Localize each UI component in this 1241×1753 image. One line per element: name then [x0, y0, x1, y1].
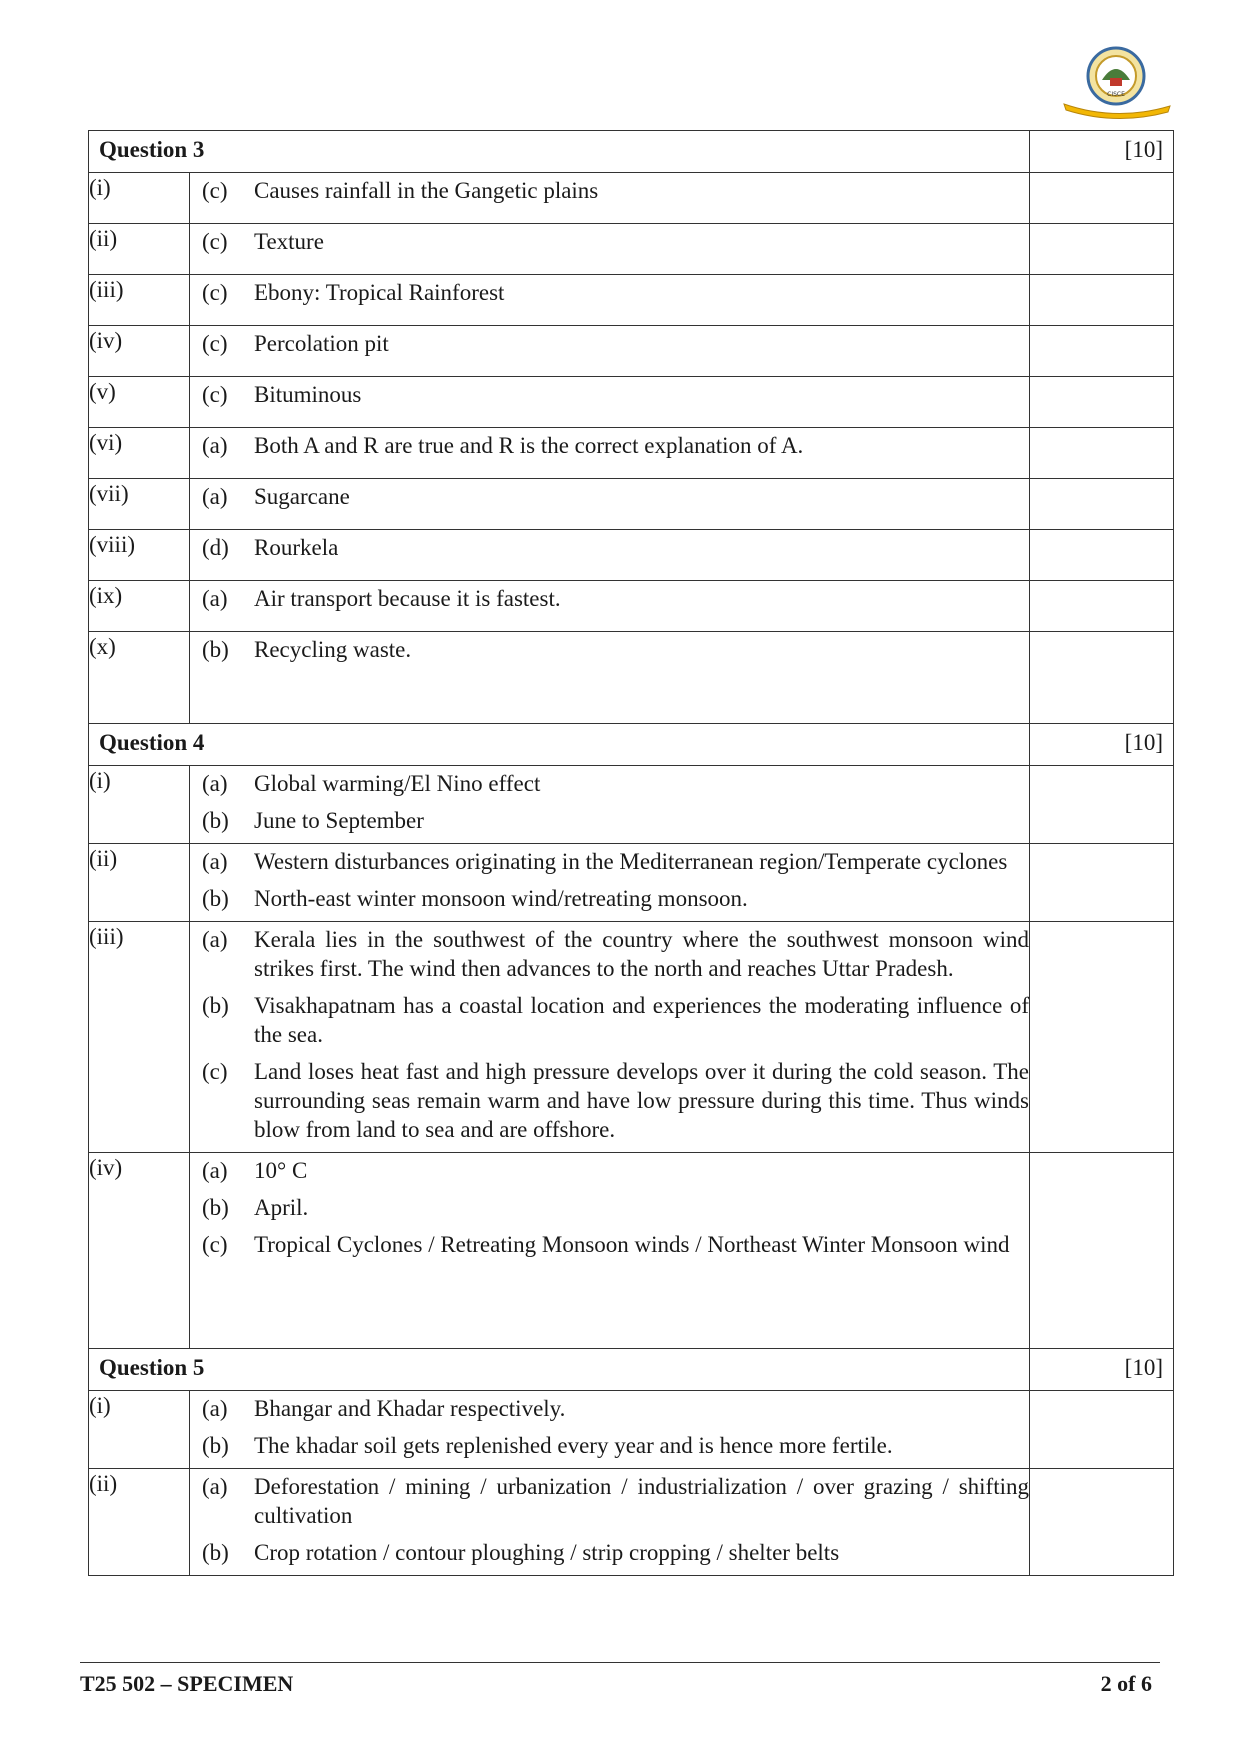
question-header [89, 1349, 1174, 1391]
question-header [89, 724, 1174, 766]
question-marks: [10] [1030, 1349, 1174, 1391]
marks-cell [1030, 1469, 1174, 1576]
sub-question-number: (iv) [89, 1153, 190, 1349]
answer-part: (d) Rourkela [202, 535, 339, 560]
marks-cell [1030, 530, 1174, 581]
answer-part: (a) Deforestation / mining / urbanization / industrialization / over grazing / shifting cultivation [202, 1474, 1029, 1528]
answer-row [89, 632, 1174, 724]
answer-part: (c) Texture [202, 229, 324, 254]
answer-part: (c) Land loses heat fast and high pressure develops over it during the cold season. The surrounding seas remain warm and have low pressure during this time. Thus winds blow from land to sea and are offshore. [202, 1059, 1029, 1142]
sub-question-number: (vii) [89, 479, 190, 530]
answer-part: (a) Bhangar and Khadar respectively. [202, 1396, 566, 1421]
answer-row [89, 530, 1174, 581]
sub-question-number: (i) [89, 1391, 190, 1469]
question-title: Question 5 [89, 1349, 1030, 1391]
answer-row [89, 1153, 1174, 1349]
answer-part: (a) Sugarcane [202, 484, 350, 509]
page-footer [80, 1662, 1160, 1697]
sub-question-number: (ii) [89, 844, 190, 922]
answer-part: (a) Western disturbances originating in the Mediterranean region/Temperate cyclones [202, 849, 1008, 874]
answer-row [89, 428, 1174, 479]
sub-question-number: (iii) [89, 275, 190, 326]
answer-row [89, 922, 1174, 1153]
sub-question-number: (i) [89, 766, 190, 844]
answer-part: (a) Kerala lies in the southwest of the country where the southwest monsoon wind strikes first. The wind then advances to the north and reaches Uttar Pradesh. [202, 927, 1029, 981]
answer-part: (a) 10° C [202, 1158, 308, 1183]
marks-cell [1030, 766, 1174, 844]
marks-cell [1030, 1153, 1174, 1349]
answer-part: (b) April. [202, 1195, 309, 1220]
paper-code: T25 502 – SPECIMEN [80, 1671, 294, 1696]
answer-row [89, 1469, 1174, 1576]
marks-cell [1030, 275, 1174, 326]
sub-question-number: (x) [89, 632, 190, 724]
cisce-logo [1058, 44, 1176, 122]
sub-question-number: (ii) [89, 224, 190, 275]
marks-cell [1030, 844, 1174, 922]
answer-part: (c) Percolation pit [202, 331, 389, 356]
marks-cell [1030, 632, 1174, 724]
page-number: 2 of 6 [1100, 1671, 1152, 1696]
answer-part: (c) Bituminous [202, 382, 362, 407]
answer-part: (c) Tropical Cyclones / Retreating Monsoon winds / Northeast Winter Monsoon wind [202, 1232, 1010, 1257]
svg-text:CISCE: CISCE [1107, 91, 1125, 98]
sub-question-number: (iv) [89, 326, 190, 377]
marks-cell [1030, 922, 1174, 1153]
sub-question-number: (ix) [89, 581, 190, 632]
answer-row [89, 275, 1174, 326]
marks-cell [1030, 173, 1174, 224]
answer-row [89, 581, 1174, 632]
answer-row [89, 766, 1174, 844]
answer-row [89, 1391, 1174, 1469]
marks-cell [1030, 1391, 1174, 1469]
marking-scheme-table [88, 130, 1174, 1576]
sub-question-number: (vi) [89, 428, 190, 479]
answer-part: (c) Ebony: Tropical Rainforest [202, 280, 505, 305]
answer-row [89, 326, 1174, 377]
answer-part: (a) Air transport because it is fastest. [202, 586, 561, 611]
answer-part: (a) Both A and R are true and R is the correct explanation of A. [202, 433, 804, 458]
question-marks: [10] [1030, 724, 1174, 766]
sub-question-number: (iii) [89, 922, 190, 1153]
marks-cell [1030, 428, 1174, 479]
marks-cell [1030, 377, 1174, 428]
sub-question-number: (viii) [89, 530, 190, 581]
sub-question-number: (ii) [89, 1469, 190, 1576]
answer-part: (c) Causes rainfall in the Gangetic plains [202, 178, 599, 203]
marks-cell [1030, 224, 1174, 275]
answer-part: (a) Global warming/El Nino effect [202, 771, 541, 796]
answer-row [89, 844, 1174, 922]
question-marks: [10] [1030, 131, 1174, 173]
marks-cell [1030, 581, 1174, 632]
answer-part: (b) June to September [202, 808, 424, 833]
question-header [89, 131, 1174, 173]
answer-part: (b) Crop rotation / contour ploughing / strip cropping / shelter belts [202, 1540, 840, 1565]
question-title: Question 3 [89, 131, 1030, 173]
answer-row [89, 479, 1174, 530]
answer-part: (b) Recycling waste. [202, 637, 412, 662]
answer-row [89, 377, 1174, 428]
marks-cell [1030, 326, 1174, 377]
answer-part: (b) Visakhapatnam has a coastal location and experiences the moderating influence of the sea. [202, 993, 1029, 1047]
sub-question-number: (i) [89, 173, 190, 224]
answer-row [89, 173, 1174, 224]
answer-row [89, 224, 1174, 275]
marks-cell [1030, 479, 1174, 530]
sub-question-number: (v) [89, 377, 190, 428]
answer-part: (b) North-east winter monsoon wind/retreating monsoon. [202, 886, 748, 911]
question-title: Question 4 [89, 724, 1030, 766]
answer-part: (b) The khadar soil gets replenished every year and is hence more fertile. [202, 1433, 893, 1458]
